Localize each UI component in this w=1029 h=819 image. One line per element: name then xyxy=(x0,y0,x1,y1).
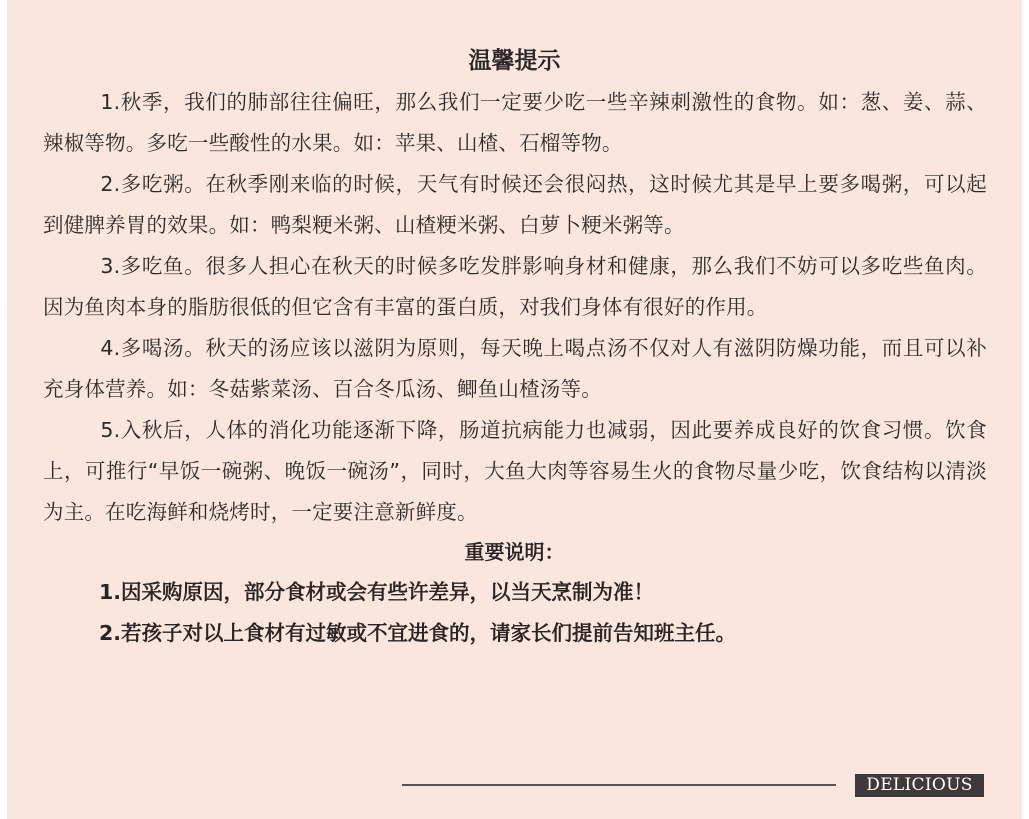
important-item-1: 1.因采购原因，部分食材或会有些许差异，以当天烹制为准！ xyxy=(99,580,655,604)
footer-divider xyxy=(402,784,836,786)
tip-paragraph-4: 4.多喝汤。秋天的汤应该以滋阴为原则，每天晚上喝点汤不仅对人有滋阴防燥功能，而且可以补充身体营养。如：冬菇紫菜汤、百合冬瓜汤、鲫鱼山楂汤等。 xyxy=(43,336,987,401)
important-item-2: 2.若孩子对以上食材有过敏或不宜进食的，请家长们提前告知班主任。 xyxy=(99,621,737,645)
tip-paragraph-3: 3.多吃鱼。很多人担心在秋天的时候多吃发胖影响身材和健康，那么我们不妨可以多吃些鱼肉。因为鱼肉本身的脂肪很低的但它含有丰富的蛋白质，对我们身体有很好的作用。 xyxy=(43,254,987,319)
delicious-badge: DELICIOUS xyxy=(855,774,984,797)
notice-card xyxy=(7,0,1022,819)
important-heading: 重要说明： xyxy=(464,540,565,564)
tip-paragraph-2: 2.多吃粥。在秋季刚来临的时候，天气有时候还会很闷热，这时候尤其是早上要多喝粥，可以起到健脾养胃的效果。如：鸭梨粳米粥、山楂粳米粥、白萝卜粳米粥等。 xyxy=(43,172,987,237)
tip-paragraph-5: 5.入秋后，人体的消化功能逐渐下降，肠道抗病能力也减弱，因此要养成良好的饮食习惯。饮食上，可推行“早饭一碗粥、晚饭一碗汤”，同时，大鱼大肉等容易生火的食物尽量少吃，饮食结构以清淡为主。在吃海鲜和烧烤时，一定要注意新鲜度。 xyxy=(43,418,987,524)
tip-paragraph-1: 1.秋季，我们的肺部往往偏旺，那么我们一定要少吃一些辛辣刺激性的食物。如：葱、姜、蒜、辣椒等物。多吃一些酸性的水果。如：苹果、山楂、石榴等物。 xyxy=(43,90,987,155)
notice-title: 温馨提示 xyxy=(468,48,561,74)
tips-body xyxy=(43,82,987,533)
